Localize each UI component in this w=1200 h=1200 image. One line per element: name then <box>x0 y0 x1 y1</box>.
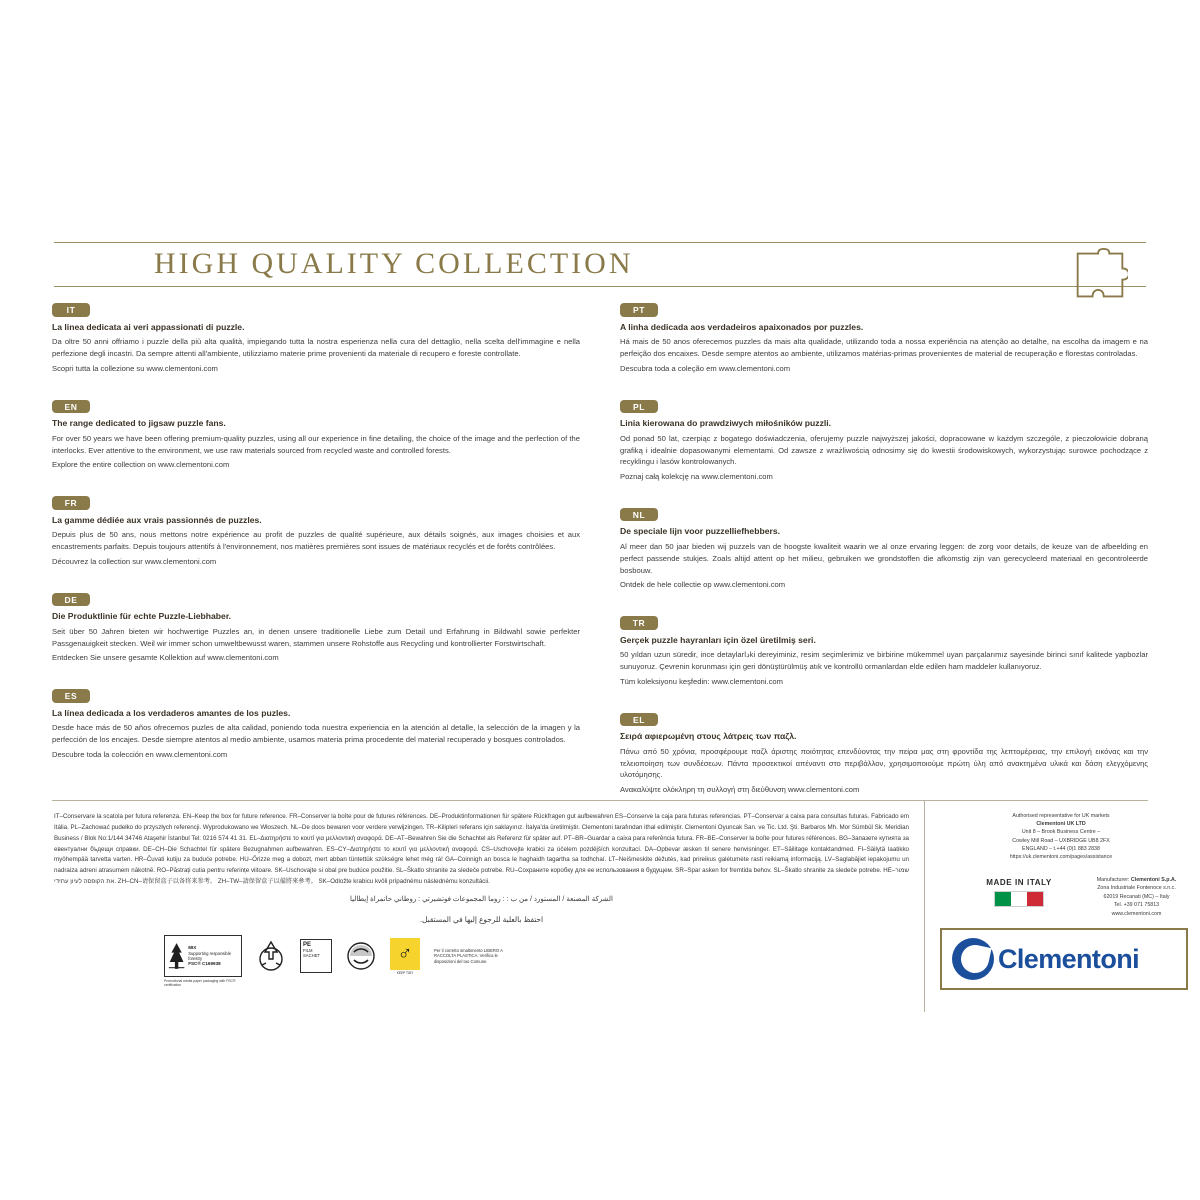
block-body-fr: Depuis plus de 50 ans, nous mettons notre expérience au profit de puzzles de qualité supérieure, aux détails soignés, aux images choisies et aux encastrements parfaits. Depuis toujours attentifs à l'environnement, nos matières premières sont issues de matériaux recyclés et de forêts contrôlées. <box>52 530 580 552</box>
block-body-el: Πάνω από 50 χρόνια, προσφέρουμε παζλ άριστης ποιότητας επενδύοντας την πείρα μας στη φροντίδα της λεπτομέρειας, την επιλογή εικόνας και την τελειοποίηση των συνδέσεων. Πάντα προσεκτικοί απέναντι στο περιβάλλον, χρησιμοποιούμε πρώτη ύλη από ανακτημένα υλικά και δάση ελεγχόμενης υλοτόμησης. <box>620 746 1148 780</box>
language-block-pl <box>620 397 1148 483</box>
authorised-representative <box>936 812 1186 861</box>
language-block-fr <box>52 493 580 568</box>
fsc-description: Supporting responsible forestry <box>188 950 232 961</box>
tidyman-caption: KEEP TIDY <box>396 970 414 975</box>
brand-logo <box>940 928 1188 990</box>
footer-vertical-divider <box>924 800 925 1012</box>
lang-badge-it: IT <box>52 303 90 317</box>
italian-flag-icon <box>994 891 1044 907</box>
puzzle-piece-icon <box>1072 248 1128 302</box>
fsc-tree-icon <box>168 939 185 973</box>
block-body-en: For over 50 years we have been offering premium-quality puzzles, using all our experience in fine detailing, the choice of the image and the perfection of the interlocks. Ever attentive to the environment, we use raw materials sourced from recycled waste and controlled forests. <box>52 433 580 455</box>
manufacturer-info <box>1074 876 1199 918</box>
block-link-nl: Ontdek de hele collectie op www.clementoni.com <box>620 580 786 590</box>
block-link-pt: Descubra toda a coleção em www.clementoni.com <box>620 363 791 373</box>
uk-address-line-2: Cowley Mill Road – UXBRIDGE UB8 2FX <box>1012 837 1110 844</box>
uk-address-line-1: Unit 8 – Brook Business Centre – <box>1021 829 1101 836</box>
block-title-tr: Gerçek puzzle hayranları için özel üretilmiş seri. <box>620 634 816 645</box>
lang-badge-tr: TR <box>620 616 658 630</box>
info-sheet <box>24 200 1176 1020</box>
pe-label: PE <box>303 942 312 948</box>
block-link-en: Explore the entire collection on www.clementoni.com <box>52 460 230 470</box>
language-column-right <box>620 300 1148 818</box>
language-block-nl <box>620 505 1148 591</box>
manufacturer-address-1: Zona Industriale Fontenoce s.n.c. <box>1097 885 1176 892</box>
manufacturer-name: Clementoni S.p.A. <box>1130 877 1177 883</box>
lang-badge-fr: FR <box>52 496 90 510</box>
block-body-es: Desde hace más de 50 años ofrecemos puzles de alta calidad, poniendo toda nuestra experiencia en la atención al detalle, la selección de la imagen y la perfección de los encajes. Desde siempre atentos al medio ambiente, usamos materia prima procedente del material recuperado y bosques controlados. <box>52 723 580 745</box>
uk-support-url[interactable]: https://uk.clementoni.com/pages/assistance <box>1009 854 1113 861</box>
language-block-it <box>52 300 580 375</box>
block-title-pt: A linha dedicada aos verdadeiros apaixonados por puzzles. <box>620 321 864 332</box>
block-link-tr: Tüm koleksiyonu keşfedin: www.clementoni.com <box>620 676 783 686</box>
lang-badge-el: EL <box>620 713 658 727</box>
language-block-es <box>52 686 580 761</box>
language-block-tr <box>620 613 1148 688</box>
header <box>36 230 1164 292</box>
lang-badge-de: DE <box>52 593 90 607</box>
block-title-nl: De speciale lijn voor puzzelliefhebbers. <box>620 526 780 537</box>
language-blocks <box>52 300 1148 818</box>
block-body-de: Seit über 50 Jahren bieten wir hochwertige Puzzles an, in denen unsere traditionelle Liebe zum Detail und Erfahrung in Bildwahl sowie perfekter Passgenauigkeit stecken. Weil wir immer schon umweltbewusst waren, stammen unsere Rohstoffe aus Recycling und kontrollierter Forstwirtschaft. <box>52 626 580 648</box>
block-link-fr: Découvrez la collection sur www.clementoni.com <box>52 556 217 566</box>
block-title-it: La linea dedicata ai veri appassionati di puzzle. <box>52 321 245 332</box>
block-body-it: Da oltre 50 anni offriamo i puzzle della più alta qualità, impiegando tutta la nostra esperienza nella cura del dettaglio, nella scelta dell'immagine e nella perfezione degli incastri. Da sempre attenti all'ambiente, utilizziamo materie prime provenienti da materiale di recupero e foreste controllate. <box>52 337 580 358</box>
lang-badge-pl: PL <box>620 400 658 414</box>
fsc-caption: Promotional media paper packaging with FSC® certification <box>164 979 236 988</box>
pe-film-mark <box>300 939 332 973</box>
manufacturer-address-2: 62019 Recanati (MC) – Italy <box>1103 893 1170 900</box>
header-rule-bottom <box>54 286 1146 287</box>
clementoni-swoosh-icon <box>952 938 994 980</box>
block-title-fr: La gamme dédiée aux vrais passionnés de puzzles. <box>52 514 262 525</box>
block-title-en: The range dedicated to jigsaw puzzle fans. <box>52 418 226 429</box>
certification-logos <box>164 935 508 988</box>
tidyman-icon: ♂ <box>390 938 420 970</box>
block-title-pl: Linia kierowana do prawdziwych miłośników puzzli. <box>620 418 832 429</box>
fineprint-arabic-keepbox: احتفظ بالعلبة للرجوع إليها في المستقبل. <box>419 915 544 924</box>
block-body-nl: Al meer dan 50 jaar bieden wij puzzels van de hoogste kwaliteit waarin we al onze ervaring leggen: de zorg voor details, de keuze van de afbeelding en perfect passende stukjes. Zoals altijd attent op het milieu, gebruiken we grondstoffen die afkomstig zijn van gerecycleerd materiaal en gecontroleerde bosbouw. <box>620 542 1148 575</box>
block-body-pt: Há mais de 50 anos oferecemos puzzles da mais alta qualidade, utilizando toda a nossa experiência na atenção ao detalhe, na escolha da imagem e na perfeição dos encaixes. Desde sempre atentos ao ambiente, utilizamos matérias-primas provenientes de material de recuperação e florestas controladas. <box>620 337 1148 358</box>
fsc-code: FSC® C169938 <box>188 961 221 967</box>
block-link-pl: Poznaj całą kolekcję na www.clementoni.com <box>620 472 773 482</box>
manufacturer-phone: Tel. +39 071 75813 <box>1113 902 1160 909</box>
block-title-es: La línea dedicada a los verdaderos amantes de los puzles. <box>52 707 291 718</box>
block-title-el: Σειρά αφιερωμένη στους λάτρεις των παζλ. <box>620 731 797 742</box>
lang-badge-en: EN <box>52 400 90 414</box>
lang-badge-nl: NL <box>620 508 658 522</box>
language-block-de <box>52 590 580 665</box>
authorised-rep-heading: Authorised representative for UK markets <box>1012 813 1110 819</box>
fineprint-arabic-importer: الشركة المصنعة / المستورد / من ب : : روما المجموعات فوتشيرتي : روطاني حاتمراة إيطاليا <box>350 896 613 903</box>
language-block-en <box>52 397 580 472</box>
fineprint-text: IT–Conservare la scatola per futura referenza. EN–Keep the box for future reference. FR–Conserver la boîte pour de futures références. DE–Produktinformationen für spätere Rückfragen gut aufbewahren ES–Conserve la caja para futuras referencias. PT–Conservar a caixa para consultas futuras. Fabricado em Itália. PL–Zachować pudełko do przyszłych referencji. Wyprodukowano we Włoszech. NL–De doos bewaren voor verdere verwijzingen. TR–Kilipleri referans için saklayınız. İtalya'da üretilmiştir. Clementoni tarafından ithal edilmiştir. Clementoni Oyuncak San. ve Tic. Ltd. Şti. Barbaros Mh. Mor Sümbül Sk. Meridian Business / Blok No:1/144 34746 Ataşehir İstanbul Tel: 0216 574 41 31. EL–Διατηρήστε το κουτί για μελλοντική αναφορά. DE–AT–Bewahren Sie die Schachtel als Referenz für später auf. PT–BR–Guardar a caixa para referência futura. FR–BE–Conserver la boîte pour futures références. BG–Запазете кутията за евентуални бъдещи справки. DE–CH–Die Schachtel für spätere Bezugnahmen aufbewahren. ES–CY–Διατηρήστε το κουτί για μελλοντική αναφορά. CS–Uschovejte krabici za účelem pozdějších konzultací. DA–Opbevar æsken til senere henvisninger. ET–Säilitage kontaktandmed. FI–Säilytä laatikko myöhempää tarvetta varten. HR–Čuvati kutiju za buduće potrebe. HU–Őrizze meg a dobozt, mert abban tüntettük szükségre lehet még rá! GA–Coinnigh an bosca le haghaidh tagartha sa todhchaí. LT–Neišmeskite dėžutės, kad prireikus galėtumėte rasti reikiamą informaciją. LV–Saglabājiet iepakojumu un nadraiza adreni atrasumem nākotnē. RO–Păstrați cutia pentru referințe viitoare. SK–Uschovajte si obal pre budúce použitie. SL–Škatlo shranite za sledeče potrebe. RU–Сохраните коробку для ее использования в будущем. SR–Spar asken for fremtida behov. SL–Škatlo shranite za sledeče potrebe. HE–שמור את הקופסה לעיון עתידי. ZH–CN–请保留盒子以备将来参考。 ZH–TW–請保留盒子以備將來參考。 SK–Odložte krabicu kvôli prípadnému následnému konzultácii. <box>54 813 909 886</box>
block-link-el: Ανακαλύψτε ολόκληρη τη συλλογή στη διεύθυνση www.clementoni.com <box>620 785 860 795</box>
brand-name: Clementoni <box>998 943 1140 974</box>
fsc-mix-label: MIX <box>188 945 197 951</box>
language-column-left <box>52 300 580 818</box>
lang-badge-es: ES <box>52 689 90 703</box>
block-title-de: Die Produktlinie für echte Puzzle-Liebhaber. <box>52 611 232 622</box>
page-title: HIGH QUALITY COLLECTION <box>154 247 634 280</box>
made-in-italy <box>954 878 1084 907</box>
uk-address-line-3: ENGLAND – t.+44 (0)1 883 2838 <box>1022 845 1100 852</box>
green-dot-icon <box>346 940 376 972</box>
header-rule-top <box>54 242 1146 243</box>
block-link-de: Entdecken Sie unsere gesamte Kollektion auf www.clementoni.com <box>52 653 279 663</box>
block-body-tr: 50 yıldan uzun süredir, ince detaylarداki dereyiminiz, resim seçimlerimiz ve birbirine mükemmel uyan parçalarımız sayesinde birinci sınıf kalitede yapbozlar sunuyoruz. Çevrenin korunması için geri dönüştürülmüş atık ve kontrollü ormanlardan elde edilen ham maddeler kullanıyoruz. <box>620 650 1148 672</box>
block-link-it: Scopri tutta la collezione su www.clementoni.com <box>52 363 218 373</box>
uk-company-name: Clementoni UK LTD <box>1036 821 1086 828</box>
fsc-logo <box>164 935 242 977</box>
manufacturer-label: Manufacturer: <box>1096 877 1130 883</box>
lang-badge-pt: PT <box>620 303 658 317</box>
language-block-el <box>620 710 1148 796</box>
block-body-pl: Od ponad 50 lat, czerpiąc z bogatego doświadczenia, oferujemy puzzle najwyższej jakości, dopracowane w każdym szczególe, z pieczołowicie dobraną grafiką i idealnie dopasowanymi elementami. Od zawsze z wrażliwością odnosimy się do kwestii środowiskowych, wykorzystując surowce pochodzące z recyklingu i lasów kontrolowanych. <box>620 433 1148 467</box>
block-link-es: Descubre toda la colección en www.clementoni.com <box>52 749 228 759</box>
film-sachet-label: FILM SACHET <box>303 947 320 958</box>
footer-divider <box>52 800 1148 801</box>
recycle-arrows-icon <box>256 939 286 973</box>
language-block-pt <box>620 300 1148 375</box>
plastic-disposal-note: Per il corretto smaltimento LIBERO A RACCOLTA PLASTICA. Verifica le disposizioni del tuo Comune. <box>434 947 503 964</box>
manufacturer-website[interactable]: www.clementoni.com <box>1111 910 1162 917</box>
made-in-italy-label: MADE IN ITALY <box>986 878 1052 887</box>
